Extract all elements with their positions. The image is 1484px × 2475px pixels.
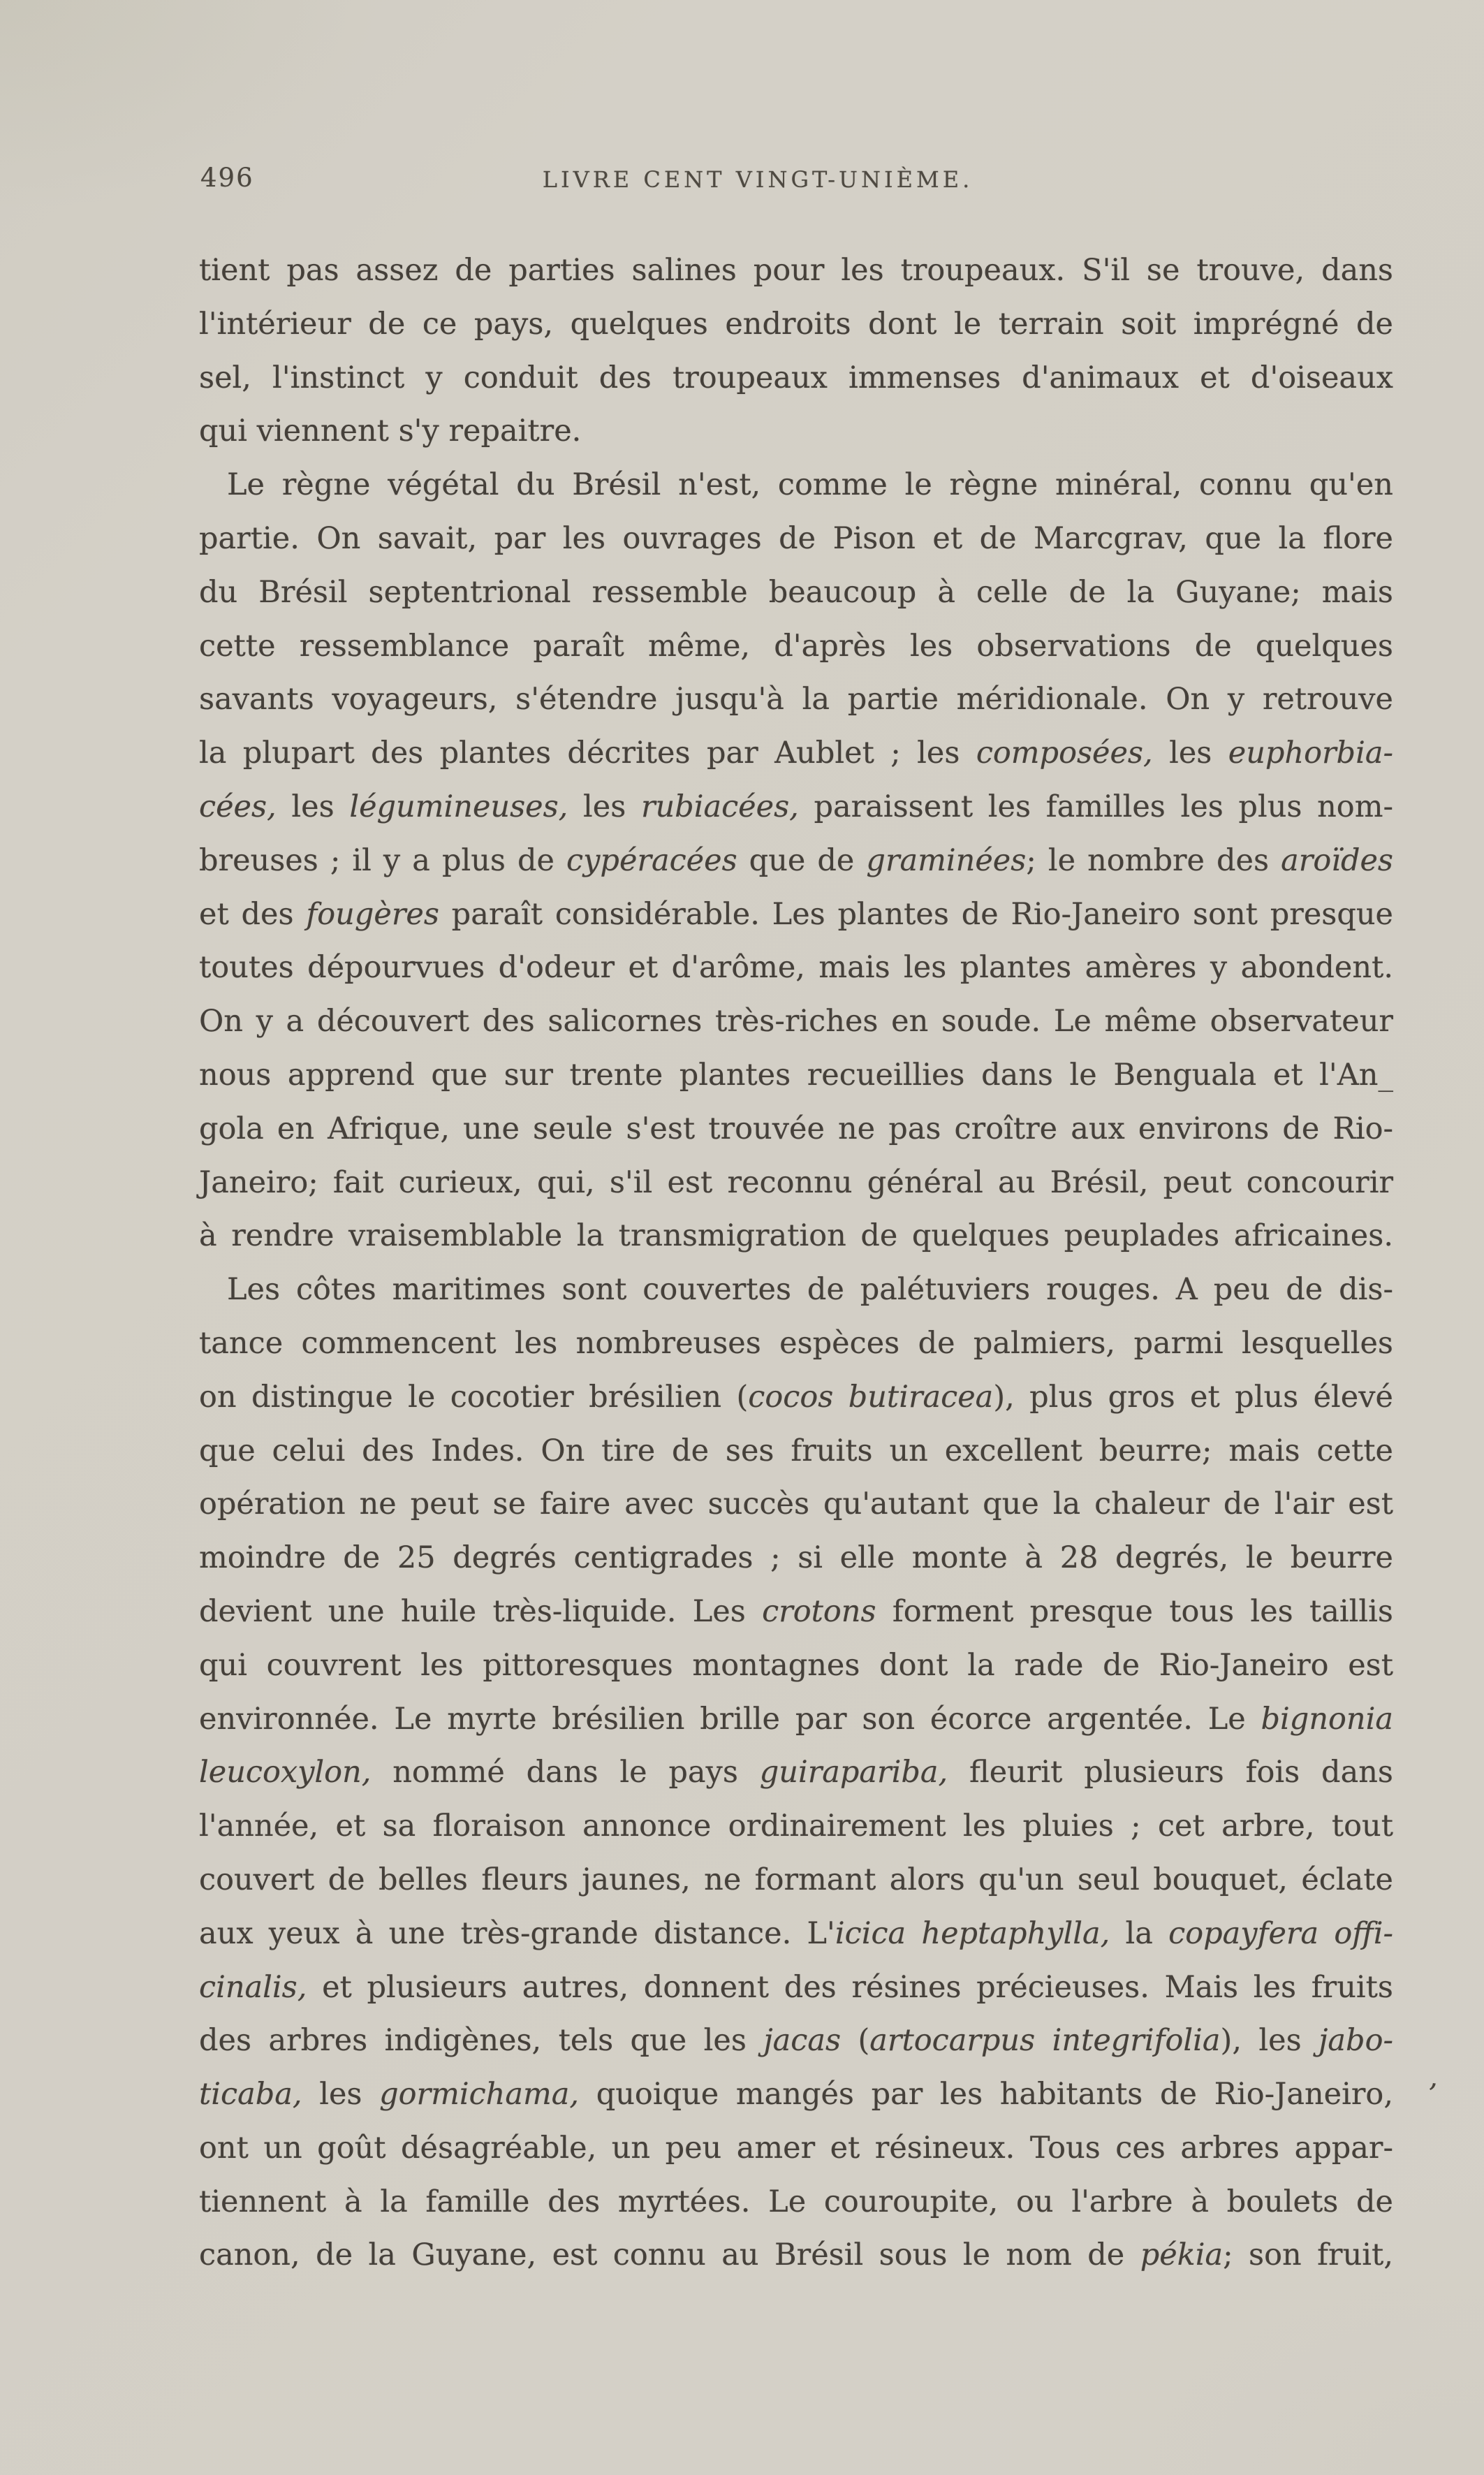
text-run: paraît considérable. Les plantes de Rio-Janeiro sont presque: [439, 896, 1393, 932]
text-run: ont un goût désagréable, un peu amer et résineux. Tous ces arbres appar-: [199, 2130, 1393, 2166]
text-run: savants voyageurs, s'étendre jusqu'à la partie méridionale. On y retrouve: [199, 682, 1393, 717]
text-run: tiennent à la famille des myrtées. Le couroupite, ou l'arbre à boulets de: [199, 2184, 1393, 2219]
text-run: couvert de belles fleurs jaunes, ne formant alors qu'un seul bouquet, éclate: [199, 1862, 1393, 1897]
text-line: [199, 244, 1393, 298]
text-run: quoique mangés par les habitants de Rio-Janeiro,: [579, 2077, 1393, 2112]
italic-text-run: icica heptaphylla,: [835, 1915, 1110, 1951]
text-line: [199, 780, 1393, 834]
text-line: [199, 1424, 1393, 1478]
text-run: sel, l'instinct y conduit des troupeaux immenses d'animaux et d'oiseaux: [199, 360, 1393, 395]
text-run: on distingue le cocotier brésilien (: [199, 1379, 749, 1415]
text-line: [199, 1049, 1393, 1102]
running-title: LIVRE CENT VINGT-UNIÈME.: [542, 166, 974, 193]
italic-text-run: légumineuses,: [349, 789, 568, 824]
text-run: ; le nombre des: [1026, 842, 1281, 878]
text-run: la plupart des plantes décrites par Aublet ; les: [199, 736, 976, 771]
italic-text-run: jabo-: [1318, 2023, 1393, 2059]
text-run: du Brésil septentrional ressemble beaucoup à celle de la Guyane; mais: [199, 574, 1393, 610]
text-line: [199, 1961, 1393, 2015]
text-run: paraissent les familles les plus nom-: [798, 789, 1393, 824]
text-line: [199, 941, 1393, 995]
italic-text-run: artocarpus integrifolia: [869, 2023, 1221, 2059]
text-run: ; son fruit,: [1223, 2237, 1393, 2273]
text-run: et plusieurs autres, donnent des résines précieuses. Mais les fruits: [307, 1969, 1393, 2005]
text-run: l'année, et sa floraison annonce ordinairement les pluies ; cet arbre, tout: [199, 1809, 1393, 1844]
text-line: [199, 1799, 1393, 1853]
text-line: [199, 620, 1393, 673]
text-line: [199, 1156, 1393, 1210]
text-run: qui viennent s'y repaitre.: [199, 414, 582, 449]
text-line: [199, 566, 1393, 620]
text-run: tient pas assez de parties salines pour les troupeaux. S'il se trouve, dans: [199, 253, 1393, 288]
text-run: la: [1110, 1915, 1169, 1951]
italic-text-run: copayfera offi-: [1168, 1915, 1393, 1951]
text-line: [199, 2014, 1393, 2068]
text-run: cette ressemblance paraît même, d'après les observations de quelques: [199, 628, 1393, 664]
text-line: [199, 512, 1393, 566]
text-line: [199, 1263, 1393, 1317]
text-line: [199, 727, 1393, 780]
text-line: [199, 404, 1393, 458]
text-run: que celui des Indes. On tire de ses fruits un excellent beurre; mais cette: [199, 1433, 1393, 1468]
text-run: qui couvrent les pittoresques montagnes dont la rade de Rio-Janeiro est: [199, 1647, 1393, 1683]
text-run: que de: [737, 842, 867, 878]
italic-text-run: ticaba,: [199, 2077, 302, 2112]
text-run: gola en Afrique, une seule s'est trouvée ne pas croître aux environs de Rio-: [199, 1111, 1393, 1146]
text-line: [199, 298, 1393, 351]
italic-text-run: cypéracées: [566, 842, 737, 878]
text-line: [199, 1639, 1393, 1693]
text-run: devient une huile très-liquide. Les: [199, 1593, 763, 1629]
text-run: aux yeux à une très-grande distance. L': [199, 1915, 835, 1951]
page-number: 496: [200, 163, 254, 193]
text-run: les: [276, 789, 350, 824]
text-line: [199, 888, 1393, 942]
text-line: [199, 2068, 1393, 2122]
text-line: [199, 2122, 1393, 2175]
italic-text-run: euphorbia-: [1228, 736, 1393, 771]
text-run: opération ne peut se faire avec succès qu'autant que la chaleur de l'air est: [199, 1487, 1393, 1522]
text-run: Janeiro; fait curieux, qui, s'il est reconnu général au Brésil, peut concourir: [199, 1165, 1393, 1200]
text-line: [199, 1317, 1393, 1371]
text-run: des arbres indigènes, tels que les: [199, 2023, 764, 2059]
text-line: [199, 1102, 1393, 1156]
text-run: breuses ; il y a plus de: [199, 842, 567, 878]
text-run: nommé dans le pays: [371, 1755, 760, 1790]
text-run: partie. On savait, par les ouvrages de Pison et de Marcgrav, que la flore: [199, 520, 1393, 556]
text-line: [199, 673, 1393, 727]
text-block: [199, 244, 1393, 2282]
text-line: [199, 995, 1393, 1049]
text-line: [199, 1746, 1393, 1799]
text-line: [199, 2228, 1393, 2282]
italic-text-run: cées,: [199, 789, 277, 824]
text-run: On y a découvert des salicornes très-riches en soude. Le même observateur: [199, 1004, 1393, 1039]
text-run: moindre de 25 degrés centigrades ; si elle monte à 28 degrés, le beurre: [199, 1540, 1393, 1576]
text-line: [199, 1853, 1393, 1907]
text-line: [199, 1209, 1393, 1263]
text-run: les: [568, 789, 641, 824]
text-run: canon, de la Guyane, est connu au Brésil sous le nom de: [199, 2237, 1140, 2273]
text-run: fleurit plusieurs fois dans: [948, 1755, 1393, 1790]
italic-text-run: leucoxylon,: [199, 1755, 372, 1790]
text-run: nous apprend que sur trente plantes recueillies dans le Benguala et l'An_: [199, 1057, 1393, 1093]
text-line: [199, 1531, 1393, 1585]
text-run: ), les: [1220, 2023, 1319, 2059]
text-run: et des: [199, 896, 307, 932]
text-run: ), plus gros et plus élevé: [993, 1379, 1393, 1415]
text-run: les: [302, 2077, 380, 2112]
text-line: [199, 351, 1393, 405]
italic-text-run: guirapariba,: [759, 1755, 948, 1790]
text-run: forment presque tous les taillis: [876, 1593, 1393, 1629]
text-run: tance commencent les nombreuses espèces de palmiers, parmi lesquelles: [199, 1325, 1393, 1361]
italic-text-run: graminées: [866, 842, 1027, 878]
text-run: l'intérieur de ce pays, quelques endroits dont le terrain soit imprégné de: [199, 306, 1393, 342]
text-line: [199, 1907, 1393, 1961]
italic-text-run: fougères: [306, 896, 439, 932]
text-line: [199, 1693, 1393, 1746]
text-run: Les côtes maritimes sont couvertes de palétuviers rouges. A peu de dis-: [227, 1272, 1393, 1308]
text-line: [199, 1477, 1393, 1531]
text-run: les: [1152, 736, 1228, 771]
italic-text-run: crotons: [762, 1593, 876, 1629]
italic-text-run: aroïdes: [1281, 842, 1393, 878]
text-line: [199, 2175, 1393, 2229]
text-line: [199, 1585, 1393, 1639]
text-run: à rendre vraisemblable la transmigration de quelques peuplades africaines.: [199, 1218, 1393, 1254]
stray-ink-mark: ,: [1427, 2059, 1442, 2094]
text-line: [199, 1371, 1393, 1424]
italic-text-run: bignonia: [1261, 1701, 1393, 1737]
text-run: Le règne végétal du Brésil n'est, comme le règne minéral, connu qu'en: [227, 467, 1393, 503]
text-line: [199, 458, 1393, 512]
text-run: (: [841, 2023, 870, 2059]
italic-text-run: pékia: [1140, 2237, 1224, 2273]
text-run: environnée. Le myrte brésilien brille par son écorce argentée. Le: [199, 1701, 1261, 1737]
italic-text-run: gormichama,: [379, 2077, 580, 2112]
italic-text-run: cocos butiracea: [748, 1379, 994, 1415]
text-run: toutes dépourvues d'odeur et d'arôme, mais les plantes amères y abondent.: [199, 950, 1393, 986]
italic-text-run: cinalis,: [199, 1969, 307, 2005]
text-line: [199, 834, 1393, 888]
italic-text-run: jacas: [763, 2023, 842, 2059]
italic-text-run: rubiacées,: [640, 789, 799, 824]
italic-text-run: composées,: [976, 736, 1153, 771]
